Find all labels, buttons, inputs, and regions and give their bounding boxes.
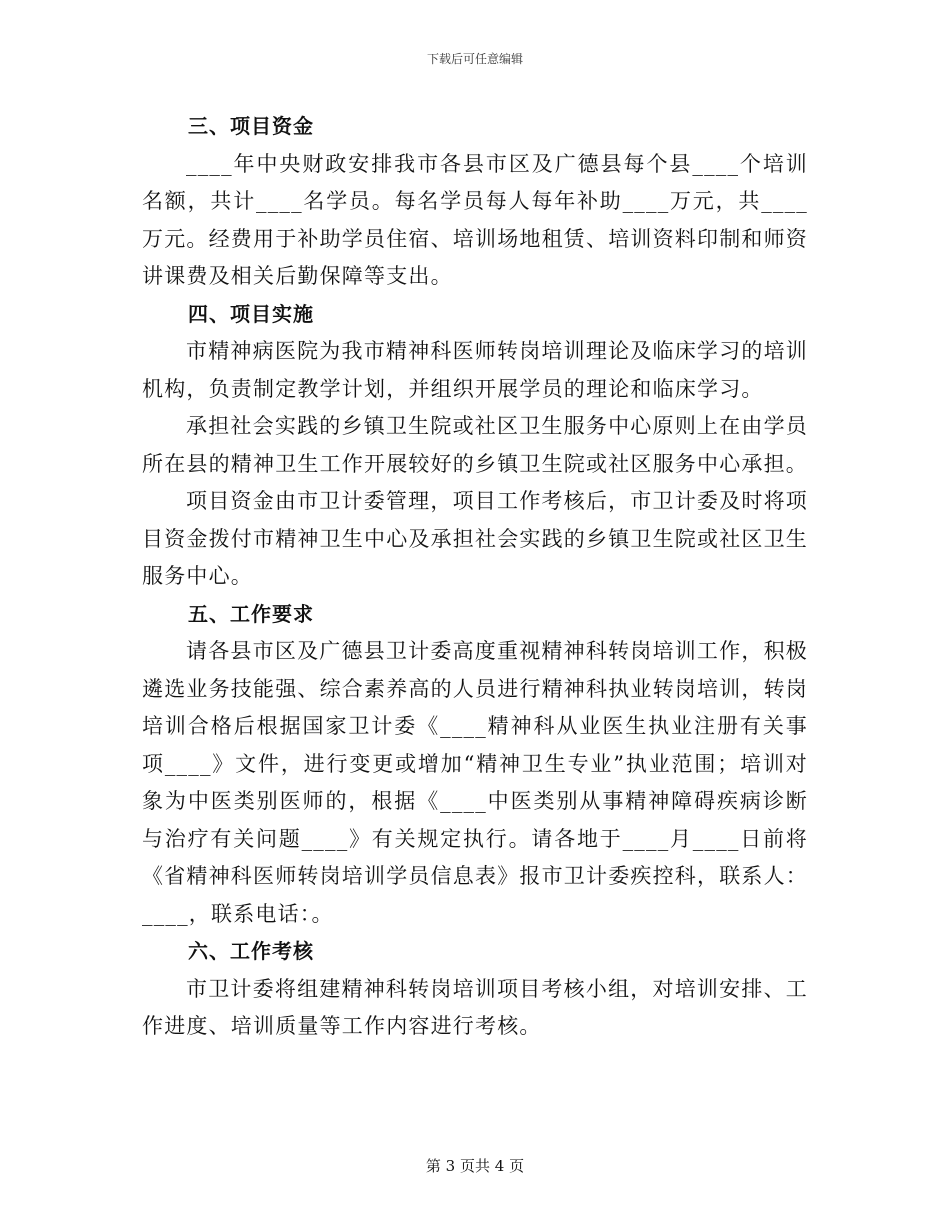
page-header: 下载后可任意编辑 — [426, 52, 523, 66]
implementation-paragraph-1: 市精神病医院为我市精神科医师转岗培训理论及临床学习的培训机构，负责制定教学计划，并组织开展学员的理论和临床学习。 — [142, 339, 808, 401]
section-heading-funding: 三、项目资金 — [188, 114, 314, 138]
implementation-paragraph-3: 项目资金由市卫计委管理，项目工作考核后，市卫计委及时将项目资金拨付市精神卫生中心及承担社会实践的乡镇卫生院或社区卫生服务中心。 — [142, 489, 808, 588]
requirements-paragraph: 请各县市区及广德县卫计委高度重视精神科转岗培训工作，积极遴选业务技能强、综合素养高的人员进行精神科执业转岗培训，转岗培训合格后根据国家卫计委《____精神科从业医生执业注册有关事项____》文件，进行变更或增加“精神卫生专业”执业范围；培训对象为中医类别医师的，根据《____中医类别从事精神障碍疾病诊断与治疗有关问题____》有关规定执行。请各地于____月____日前将《省精神科医师转岗培训学员信息表》报市卫计委疾控科，联系人：____，联系电话：。 — [142, 639, 808, 926]
section-heading-requirements: 五、工作要求 — [188, 601, 314, 626]
document-body — [142, 108, 808, 1046]
assessment-paragraph: 市卫计委将组建精神科转岗培训项目考核小组，对培训安排、工作进度、培训质量等工作内容进行考核。 — [142, 976, 808, 1038]
implementation-paragraph-2: 承担社会实践的乡镇卫生院或社区卫生服务中心原则上在由学员所在县的精神卫生工作开展较好的乡镇卫生院或社区服务中心承担。 — [142, 414, 808, 476]
section-heading-implementation: 四、项目实施 — [188, 301, 314, 326]
section-heading-assessment: 六、工作考核 — [188, 939, 314, 963]
page-number-footer: 第 3 页共 4 页 — [425, 1157, 525, 1175]
funding-paragraph: ____年中央财政安排我市各县市区及广德县每个县____个培训名额，共计____名学员。每名学员每人每年补助____万元，共____万元。经费用于补助学员住宿、培训场地租赁、培训资料印制和师资讲课费及相关后勤保障等支出。 — [142, 151, 808, 288]
